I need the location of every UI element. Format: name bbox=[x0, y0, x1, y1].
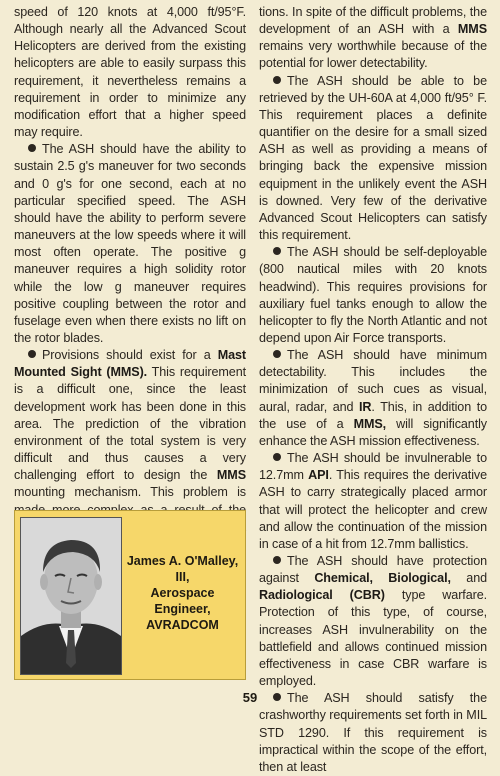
paragraph-crashworthy: The ASH should satisfy the crashworthy requirements set forth in MIL STD 1290. If this requirement is impractical within the scope of the effort, then at least bbox=[259, 691, 487, 774]
right-column bbox=[259, 4, 487, 776]
bullet-icon bbox=[273, 247, 281, 255]
paragraph-deployable: The ASH should be self-deployable (800 nautical miles with 20 knots headwind). This requires provisions for auxiliary fuel tanks enough to allow the helicopter to fly the North Atlantic and not depend upon Air Force transports. bbox=[259, 245, 487, 345]
author-caption bbox=[125, 553, 240, 633]
paragraph-invulnerable: The ASH should be invulnerable to 12.7mm API. This requires the derivative ASH to carry strategically placed armor that will protect the helicopter and crew and allow the continuation of the mission in case of a hit from 12.7mm ballistics. bbox=[259, 451, 488, 551]
author-title: Aerospace Engineer, bbox=[150, 586, 215, 616]
left-column bbox=[14, 4, 246, 553]
paragraph-detectability: The ASH should have minimum detectability. This includes the minimization of such cues as visual, aural, radar, and IR. This, in addition to the use of a MMS, will significantly enhance the ASH mission effectiveness. bbox=[259, 348, 488, 448]
bullet-icon bbox=[28, 350, 36, 358]
author-org: AVRADCOM bbox=[146, 618, 219, 632]
paragraph-speed: speed of 120 knots at 4,000 ft/95°F. Although nearly all the Advanced Scout Helicopters are derived from the existing helicopters are able to easily surpass this requirement, it nevertheless remains a requirement in order to minimize any modification effort that a higher speed may require. bbox=[14, 5, 246, 140]
bullet-icon bbox=[273, 76, 281, 84]
author-photo bbox=[20, 517, 122, 675]
author-name: James A. O'Malley, III, bbox=[126, 554, 239, 584]
bullet-icon bbox=[273, 453, 281, 461]
paragraph-cbr: The ASH should have protection against Chemical, Biological, and Radiological (CBR) type warfare. Protection of this type, of course, increases ASH invulnerability on the battlefield and allows continued mission effectiveness in case CBR warfare is employed. bbox=[259, 554, 487, 689]
paragraph-retrieval: The ASH should be able to be retrieved by the UH-60A at 4,000 ft/95° F. This requirement places a definite quantifier on the desire for a small sized ASH as well as providing a means of bringing back the expensive mission equipment in the unlikely event the ASH is downed. Very few of the derivative Advanced Scout Helicopters can satisfy this requirement. bbox=[259, 73, 487, 243]
bullet-icon bbox=[273, 556, 281, 564]
page-number: 59 bbox=[242, 690, 258, 705]
paragraph-mms: Provisions should exist for a Mast Mounted Sight (MMS). This requirement is a difficult one, since the least development work has been done in this area. The prediction of the vibration environment of the total system is very difficult and thus causes a very challenging effort to design the MMS mounting mechanism. This problem is bbox=[14, 348, 246, 500]
portrait-image bbox=[21, 518, 121, 674]
bullet-icon bbox=[28, 144, 36, 152]
bullet-icon bbox=[273, 350, 281, 358]
paragraph-continuation: tions. In spite of the difficult problems, the development of an ASH with a MMS remains very worthwhile because of the potential for lower detectability. bbox=[259, 5, 487, 71]
author-box bbox=[14, 510, 246, 680]
paragraph-maneuver: The ASH should have the ability to sustain 2.5 g's maneuver for two seconds and 0 g's for one second, each at no particular specified speed. The ASH should have the ability to perform severe maneuvers at the low speeds where it will most often operate. The positive g maneuver requires a high solidity rotor while the low g maneuver requires positive coupling between the rotor and fuselage even when there exists no lift on the rotor blades. bbox=[14, 142, 246, 345]
